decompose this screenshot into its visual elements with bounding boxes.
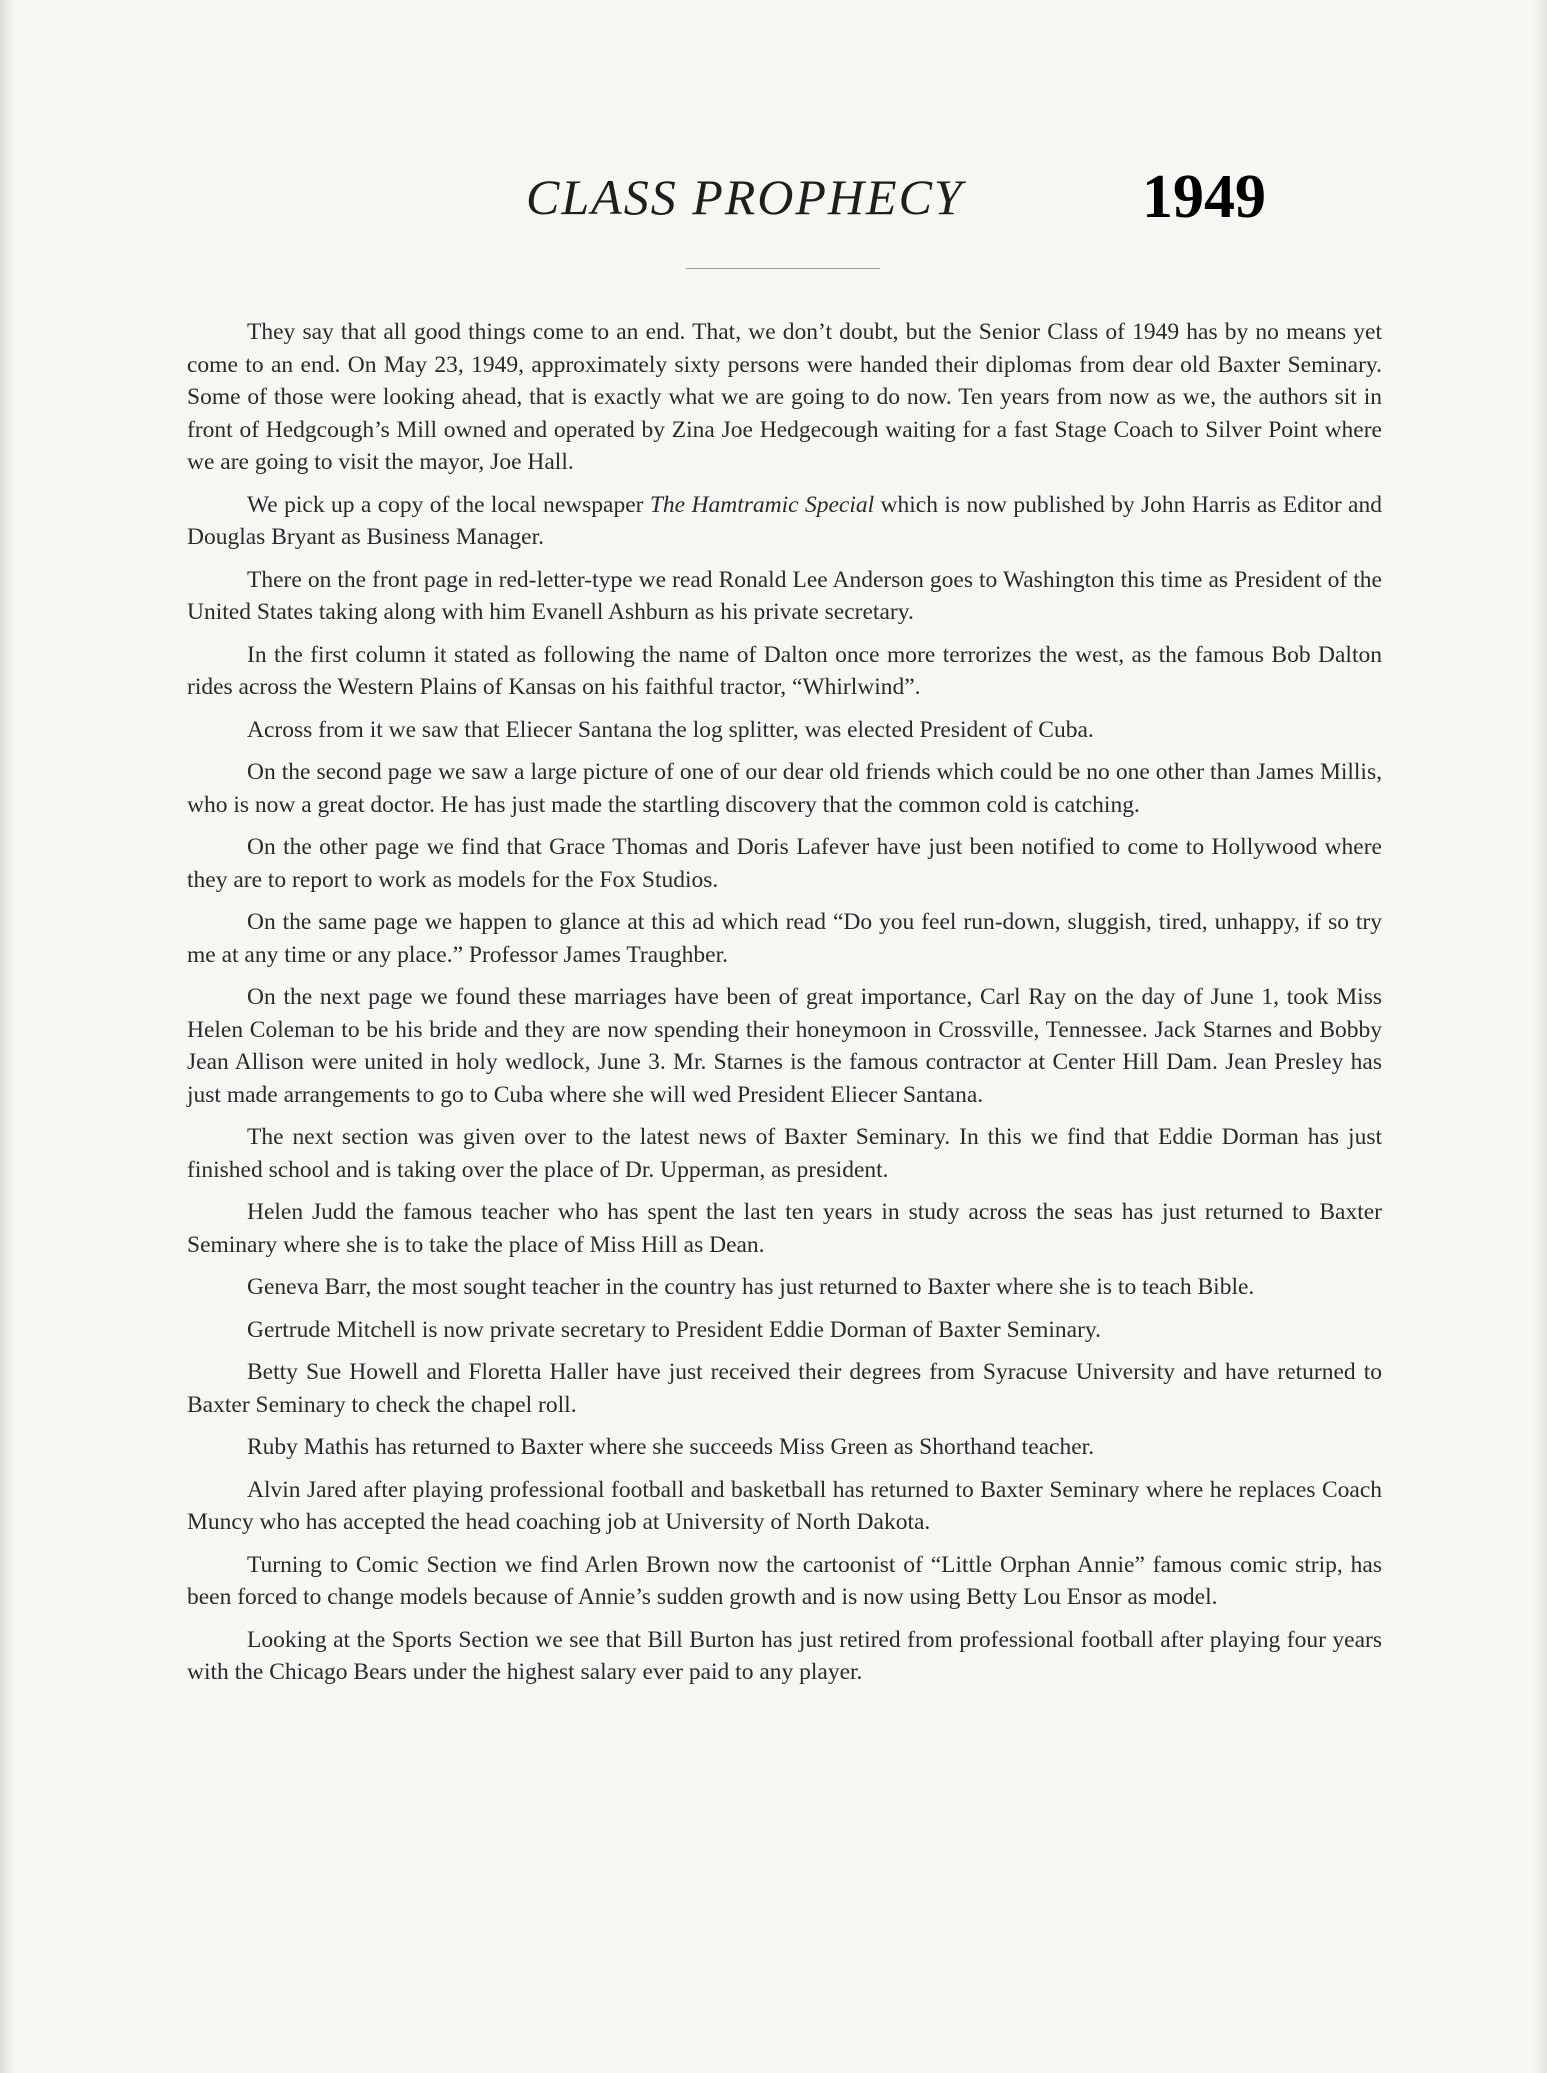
page-year: 1949	[1142, 163, 1266, 231]
paragraph-1: They say that all good things come to an end. That, we don’t doubt, but the Senior Class of 1949 has by no means yet come to an end. On May 23, 1949, approximately sixty persons were handed their diplomas from dear old Baxter Seminary. Some of those were looking ahead, that is exactly what we are going to do now. Ten years from now as we, the authors sit in front of Hedgcough’s Mill owned and operated by Zina Joe Hedgecough waiting for a fast Stage Coach to Silver Point where we are going to visit the mayor, Joe Hall.	[187, 319, 1382, 475]
paragraph-2	[187, 489, 1382, 554]
page-title: CLASS PROPHECY	[526, 169, 964, 225]
paragraph-17: Turning to Comic Section we find Arlen Brown now the cartoonist of “Little Orphan Annie” famous comic strip, has been forced to change models because of Annie’s sudden growth and is now using Betty Lou Ensor as model.	[187, 1551, 1382, 1610]
paragraph-2-before: We pick up a copy of the local newspaper	[247, 491, 650, 518]
paragraph-12: Geneva Barr, the most sought teacher in the country has just returned to Baxter where she is to teach Bible.	[247, 1274, 1255, 1300]
paragraph-11: Helen Judd the famous teacher who has spent the last ten years in study across the seas has just returned to Baxter Seminary where she is to take the place of Miss Hill as Dean.	[187, 1199, 1382, 1258]
article-body	[187, 316, 1382, 1699]
paragraph-15: Ruby Mathis has returned to Baxter where she succeeds Miss Green as Shorthand teacher.	[247, 1434, 1095, 1460]
paragraph-13: Gertrude Mitchell is now private secretary to President Eddie Dorman of Baxter Seminary.	[247, 1316, 1102, 1343]
paragraph-7: On the other page we find that Grace Thomas and Doris Lafever have just been notified to come to Hollywood where they are to report to work as models for the Fox Studios.	[187, 834, 1382, 893]
paragraph-4: In the first column it stated as following the name of Dalton once more terrorizes the west, as the famous Bob Dalton rides across the Western Plains of Kansas on his faithful tractor, “Whirlwind”.	[187, 641, 1382, 700]
paragraph-18: Looking at the Sports Section we see that Bill Burton has just retired from professional football after playing four years with the Chicago Bears under the highest salary ever paid to any player.	[187, 1626, 1382, 1685]
newspaper-name: The Hamtramic Special	[649, 491, 875, 518]
paragraph-6: On the second page we saw a large picture of one of our dear old friends which could be no one other than James Millis, who is now a great doctor. He has just made the startling discovery that the common cold is catching.	[187, 759, 1382, 818]
title-divider	[686, 268, 880, 269]
paragraph-16: Alvin Jared after playing professional football and basketball has returned to Baxter Seminary where he replaces Coach Muncy who has accepted the head coaching job at University of North Dakota.	[187, 1476, 1382, 1535]
page-header	[0, 158, 1547, 238]
paragraph-9: On the next page we found these marriages have been of great importance, Carl Ray on the day of June 1, took Miss Helen Coleman to be his bride and they are now spending their honeymoon in Crossville, Tennessee. Jack Starnes and Bobby Jean Allison were united in holy wedlock, June 3. Mr. Starnes is the famous contractor at Center Hill Dam. Jean Presley has just made arrangements to go to Cuba where she will wed President Eliecer Santana.	[187, 984, 1382, 1108]
paragraph-8: On the same page we happen to glance at this ad which read “Do you feel run-down, sluggish, tired, unhappy, if so try me at any time or any place.” Professor James Traughber.	[187, 909, 1382, 968]
paragraph-14: Betty Sue Howell and Floretta Haller have just received their degrees from Syracuse University and have returned to Baxter Seminary to check the chapel roll.	[187, 1359, 1382, 1418]
page-edge-right	[1533, 0, 1547, 2073]
paragraph-2-after: which is now published by John Harris as Editor and Douglas Bryant as Business Manager.	[187, 491, 1382, 550]
page-edge-left	[0, 0, 14, 2073]
paragraph-3: There on the front page in red-letter-type we read Ronald Lee Anderson goes to Washington this time as President of the United States taking along with him Evanell Ashburn as his private secretary.	[187, 566, 1382, 625]
paragraph-5: Across from it we saw that Eliecer Santana the log splitter, was elected President of Cuba.	[247, 716, 1094, 743]
paragraph-10: The next section was given over to the latest news of Baxter Seminary. In this we find that Eddie Dorman has just finished school and is taking over the place of Dr. Upperman, as president.	[187, 1124, 1382, 1183]
